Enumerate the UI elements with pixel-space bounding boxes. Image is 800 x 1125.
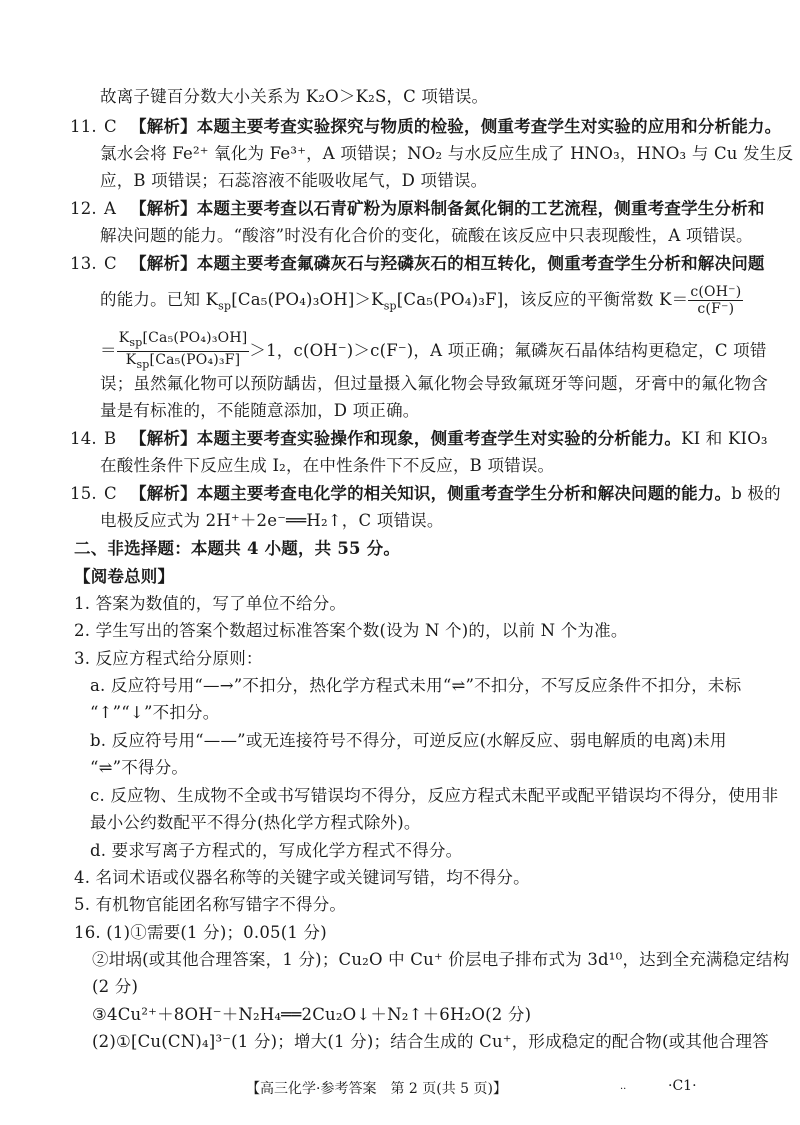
text-line: 误；虽然氟化物可以预防龋齿，但过量摄入氟化物会导致氟斑牙等问题，牙膏中的氟化物含	[100, 374, 768, 393]
item-analysis: 【解析】本题主要考查电化学的相关知识，侧重考查学生分析和解决问题的能力。	[130, 484, 732, 503]
numerator: c(OH⁻)	[690, 284, 742, 300]
denominator: c(F⁻)	[697, 301, 735, 317]
item-11-header	[70, 116, 781, 138]
rule-subitem: a. 反应符号用“—→”不扣分，热化学方程式未用“⇌”不扣分，不写反应条件不扣分，未标	[90, 676, 742, 695]
item-text: KI 和 KIO₃	[681, 429, 768, 448]
item-12-header	[70, 198, 765, 220]
rule-subitem: 最小公约数配平不得分(热化学方程式除外)。	[90, 813, 421, 832]
rule-item: 5. 有机物官能团名称写错字不得分。	[74, 895, 347, 914]
text-segment: ＞1，c(OH⁻)＞c(F⁻)，A 项正确；氟磷灰石晶体结构更稳定，C 项错	[249, 340, 767, 360]
text-segment: ＝	[100, 340, 117, 360]
item-text: b 极的	[731, 484, 781, 503]
item-answer: C	[104, 254, 117, 273]
subscript: sp	[218, 299, 232, 313]
subscript: sp	[383, 299, 397, 313]
denominator: $K_{sp}[Ca_5(PO_4)_3F]$	[125, 351, 241, 371]
grading-rules-title: 【阅卷总则】	[74, 567, 175, 586]
formula-line	[100, 330, 767, 373]
item-number: 15.	[70, 484, 97, 503]
rule-item: 3. 反应方程式给分原则：	[74, 649, 263, 668]
text-segment: 的能力。已知 K	[100, 290, 219, 309]
rule-subitem: “⇌”不得分。	[90, 758, 189, 777]
text-line: 量是有标准的，不能随意添加，D 项正确。	[100, 401, 420, 420]
text-segment: [Ca₅(PO₄)₃F]，该反应的平衡常数 K＝	[396, 290, 689, 309]
fraction-ksp	[117, 330, 250, 373]
text-line: 故离子键百分数大小关系为 K₂O＞K₂S，C 项错误。	[100, 87, 489, 106]
item-16-line: ③4Cu²⁺＋8OH⁻＋N₂H₄══2Cu₂O↓＋N₂↑＋6H₂O(2 分)	[92, 1005, 532, 1024]
item-analysis: 【解析】本题主要考查氟磷灰石与羟磷灰石的相互转化，侧重考查学生分析和解决问题	[130, 254, 765, 273]
text-line: 解决问题的能力。“酸溶”时没有化合价的变化，硫酸在该反应中只表现酸性，A 项错误。	[100, 226, 753, 245]
item-16-line: 16. (1)①需要(1 分)；0.05(1 分)	[74, 923, 327, 942]
item-16-line: (2 分)	[92, 977, 139, 996]
item-number: 12.	[70, 199, 97, 218]
section-title: 二、非选择题：本题共 4 小题，共 55 分。	[74, 539, 401, 558]
item-16-line: ②坩埚(或其他合理答案，1 分)；Cu₂O 中 Cu⁺ 价层电子排布式为 3d¹⁰，达到全充满稳定结构	[92, 950, 790, 969]
rule-subitem: “↑”“↓”不扣分。	[90, 703, 220, 722]
rule-item: 2. 学生写出的答案个数超过标准答案个数(设为 N 个)的，以前 N 个为准。	[74, 621, 628, 640]
item-answer: C	[104, 117, 117, 136]
item-number: 14.	[70, 429, 97, 448]
item-15-header	[70, 483, 781, 505]
item-answer: C	[104, 484, 117, 503]
item-analysis: 【解析】本题主要考查实验操作和现象，侧重考查学生对实验的分析能力。	[130, 429, 682, 448]
fraction-oh-over-f	[688, 284, 743, 317]
footer-code: ·C1·	[668, 1078, 697, 1094]
item-number: 13.	[70, 254, 97, 273]
item-answer: B	[104, 429, 117, 448]
text-segment: [Ca₅(PO₄)₃OH]＞K	[231, 290, 384, 309]
numerator: $K_{sp}[Ca_5(PO_4)_3OH]$	[117, 330, 250, 352]
footer-mark: ··	[620, 1084, 627, 1095]
item-14-header	[70, 428, 768, 450]
item-13-header	[70, 253, 765, 275]
text-line: 应，B 项错误；石蕊溶液不能吸收尾气，D 项错误。	[100, 171, 488, 190]
text-line: 在酸性条件下反应生成 I₂，在中性条件下不反应，B 项错误。	[100, 456, 555, 475]
text-line: 氯水会将 Fe²⁺ 氧化为 Fe³⁺，A 项错误；NO₂ 与水反应生成了 HNO₃，HNO₃ 与 Cu 发生反	[100, 144, 794, 163]
rule-item: 4. 名词术语或仪器名称等的关键字或关键词写错，均不得分。	[74, 868, 530, 887]
rule-subitem: b. 反应符号用“——”或无连接符号不得分，可逆反应(水解反应、弱电解质的电离)未用	[90, 731, 727, 750]
item-16-line: (2)①[Cu(CN)₄]³⁻(1 分)；增大(1 分)；结合生成的 Cu⁺，形成稳定的配合物(或其他合理答	[92, 1032, 769, 1051]
item-number: 11.	[70, 117, 97, 136]
item-answer: A	[104, 199, 117, 218]
formula-line	[100, 284, 743, 317]
rule-item: 1. 答案为数值的，写了单位不给分。	[74, 594, 347, 613]
page-footer: 【高三化学·参考答案 第 2 页(共 5 页)】	[246, 1081, 507, 1097]
rule-subitem: c. 反应物、生成物不全或书写错误均不得分，反应方程式未配平或配平错误均不得分，使用非	[90, 786, 779, 805]
rule-subitem: d. 要求写离子方程式的，写成化学方程式不得分。	[90, 841, 463, 860]
item-analysis: 【解析】本题主要考查以石青矿粉为原料制备氮化铜的工艺流程，侧重考查学生分析和	[130, 199, 765, 218]
text-line: 电极反应式为 2H⁺＋2e⁻══H₂↑，C 项错误。	[100, 511, 444, 530]
item-analysis: 【解析】本题主要考查实验探究与物质的检验，侧重考查学生对实验的应用和分析能力。	[130, 117, 782, 136]
